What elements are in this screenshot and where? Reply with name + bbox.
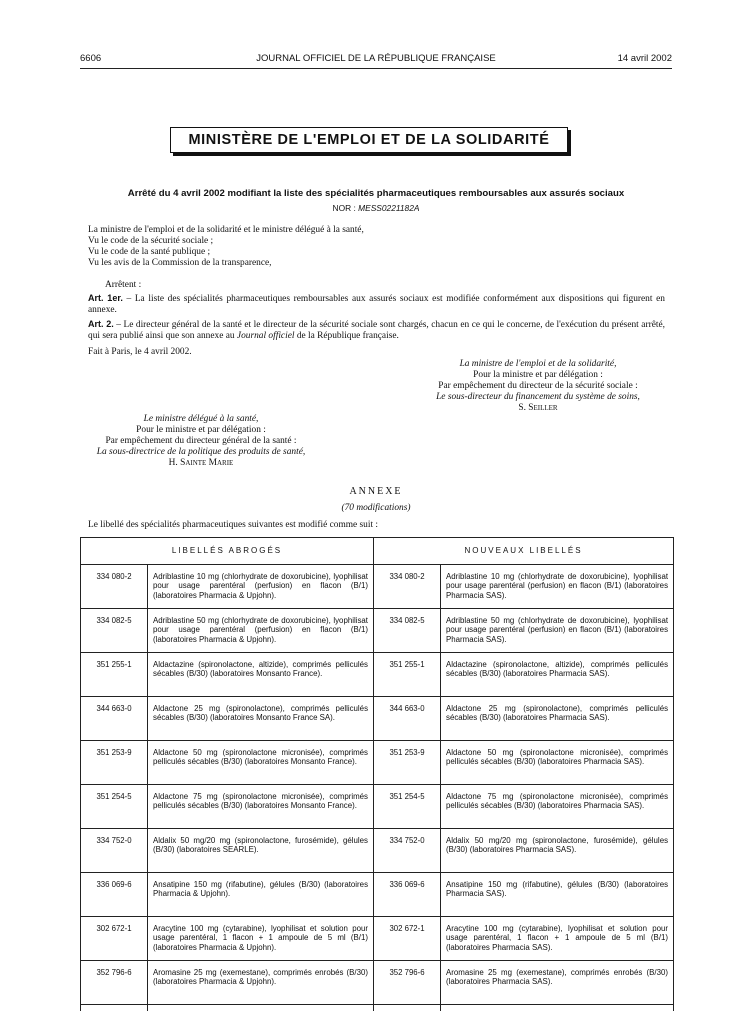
running-header bbox=[80, 53, 672, 67]
signatory-function: La sous-directrice de la politique des produits de santé, bbox=[60, 447, 342, 458]
modifications-table bbox=[80, 537, 674, 1011]
journal-name: JOURNAL OFFICIEL DE LA RÉPUBLIQUE FRANÇAISE bbox=[80, 53, 672, 64]
table-row bbox=[81, 961, 674, 1005]
table-row bbox=[81, 829, 674, 873]
annexe-count: (70 modifications) bbox=[80, 503, 672, 513]
table-row bbox=[81, 565, 674, 609]
old-cip-code: 351 254-5 bbox=[81, 785, 148, 829]
column-header-nouveaux: NOUVEAUX LIBELLÉS bbox=[374, 538, 674, 565]
article-1-text: – La liste des spécialités pharmaceutiques remboursables aux assurés sociaux est modifiée conformément aux dispositions qui figurent en annexe. bbox=[88, 294, 665, 315]
old-cip-code: 334 752-0 bbox=[81, 829, 148, 873]
fait-a-paris: Fait à Paris, le 4 avril 2002. bbox=[88, 347, 192, 358]
new-cip-code: 351 255-1 bbox=[374, 653, 441, 697]
signatory-title: La ministre de l'emploi et de la solidarité, bbox=[395, 359, 681, 370]
new-cip-code: 352 796-6 bbox=[374, 961, 441, 1005]
old-label: Adriblastine 10 mg (chlorhydrate de doxorubicine), lyophilisat pour usage parentéral (perfusion) en flacon (B/1) (laboratoires Pharmacia & Upjohn). bbox=[148, 565, 374, 609]
new-cip-code: 336 069-6 bbox=[374, 873, 441, 917]
new-cip-code: 351 253-9 bbox=[374, 741, 441, 785]
impediment-line: Par empêchement du directeur général de la santé : bbox=[60, 436, 342, 447]
new-label: Aldactone 75 mg (spironolactone micronisée), comprimés pelliculés sécables (B/30) (laboratoires Pharmacia SAS). bbox=[441, 785, 674, 829]
arretent: Arrêtent : bbox=[105, 280, 141, 291]
preamble-line: Vu les avis de la Commission de la transparence, bbox=[88, 258, 272, 269]
old-cip-code: 302 672-1 bbox=[81, 917, 148, 961]
old-cip-code: 351 255-1 bbox=[81, 653, 148, 697]
stub-cell bbox=[148, 1005, 374, 1011]
new-label: Adriblastine 10 mg (chlorhydrate de doxorubicine), lyophilisat pour usage parentéral (perfusion) en flacon (B/1) (laboratoires Pharmacia SAS). bbox=[441, 565, 674, 609]
table-row bbox=[81, 917, 674, 961]
article-2 bbox=[88, 319, 665, 341]
stub-cell bbox=[81, 1005, 148, 1011]
article-1-label: Art. 1er. bbox=[88, 293, 123, 303]
old-label: Aromasine 25 mg (exemestane), comprimés enrobés (B/30) (laboratoires Pharmacia & Upjohn). bbox=[148, 961, 374, 1005]
article-2-text-end: de la République française. bbox=[294, 331, 398, 341]
delegation-line: Pour le ministre et par délégation : bbox=[60, 425, 342, 436]
new-label: Aldalix 50 mg/20 mg (spironolactone, furosémide), gélules (B/30) (laboratoires Pharmacia SAS). bbox=[441, 829, 674, 873]
preamble-line: La ministre de l'emploi et de la solidarité et le ministre délégué à la santé, bbox=[88, 225, 364, 236]
signature-block-right bbox=[395, 359, 681, 414]
new-cip-code: 302 672-1 bbox=[374, 917, 441, 961]
old-label: Aldactazine (spironolactone, altizide), comprimés pelliculés sécables (B/30) (laboratoires Monsanto France). bbox=[148, 653, 374, 697]
preamble-line: Vu le code de la santé publique ; bbox=[88, 247, 210, 258]
new-label: Aldactone 50 mg (spironolactone micronisée), comprimés pelliculés sécables (B/30) (laboratoires Pharmacia SAS). bbox=[441, 741, 674, 785]
issue-date: 14 avril 2002 bbox=[618, 53, 672, 64]
stub-cell bbox=[441, 1005, 674, 1011]
nor-value: MESS0221182A bbox=[358, 203, 419, 213]
signatory-name: S. Seiller bbox=[395, 403, 681, 414]
signature-block-left bbox=[60, 414, 342, 469]
table-row bbox=[81, 697, 674, 741]
new-cip-code: 344 663-0 bbox=[374, 697, 441, 741]
decree-title: Arrêté du 4 avril 2002 modifiant la liste des spécialités pharmaceutiques remboursables aux assurés sociaux bbox=[80, 188, 672, 199]
table-row bbox=[81, 653, 674, 697]
new-cip-code: 351 254-5 bbox=[374, 785, 441, 829]
signatory-title: Le ministre délégué à la santé, bbox=[60, 414, 342, 425]
page-number: 6606 bbox=[80, 53, 101, 64]
nor-label: NOR : bbox=[333, 203, 356, 213]
new-label: Aldactazine (spironolactone, altizide), comprimés pelliculés sécables (B/30) (laboratoires Pharmacia SAS). bbox=[441, 653, 674, 697]
new-label: Aldactone 25 mg (spironolactone), comprimés pelliculés sécables (B/30) (laboratoires Pharmacia SAS). bbox=[441, 697, 674, 741]
journal-officiel-italic: Journal officiel bbox=[237, 331, 295, 341]
new-cip-code: 334 752-0 bbox=[374, 829, 441, 873]
new-label: Adriblastine 50 mg (chlorhydrate de doxorubicine), lyophilisat pour usage parentéral (perfusion) en flacon (B/1) (laboratoires Pharmacia SAS). bbox=[441, 609, 674, 653]
column-header-abroges: LIBELLÉS ABROGÉS bbox=[81, 538, 374, 565]
table-row bbox=[81, 741, 674, 785]
old-cip-code: 351 253-9 bbox=[81, 741, 148, 785]
table-row bbox=[81, 873, 674, 917]
old-label: Aldalix 50 mg/20 mg (spironolactone, furosémide), gélules (B/30) (laboratoires SEARLE). bbox=[148, 829, 374, 873]
signatory-name: H. Sainte Marie bbox=[60, 458, 342, 469]
header-rule bbox=[80, 68, 672, 69]
article-2-label: Art. 2. bbox=[88, 319, 114, 329]
old-label: Aldactone 75 mg (spironolactone micronisée), comprimés pelliculés sécables (B/30) (laboratoires Monsanto France). bbox=[148, 785, 374, 829]
old-label: Aldactone 50 mg (spironolactone micronisée), comprimés pelliculés sécables (B/30) (laboratoires Monsanto France). bbox=[148, 741, 374, 785]
annexe-intro: Le libellé des spécialités pharmaceutiques suivantes est modifié comme suit : bbox=[88, 520, 378, 530]
article-2-text: – Le directeur général de la santé et le directeur de la sécurité sociale sont chargés, chacun en ce qui le concerne, de l'exécution du présent arrêté, qui sera publié ainsi que son annexe au bbox=[88, 320, 665, 341]
old-label: Adriblastine 50 mg (chlorhydrate de doxorubicine), lyophilisat pour usage parentéral (perfusion) en flacon (B/1) (laboratoires Pharmacia & Upjohn). bbox=[148, 609, 374, 653]
stub-cell bbox=[374, 1005, 441, 1011]
delegation-line: Pour la ministre et par délégation : bbox=[395, 370, 681, 381]
impediment-line: Par empêchement du directeur de la sécurité sociale : bbox=[395, 381, 681, 392]
old-cip-code: 334 082-5 bbox=[81, 609, 148, 653]
old-label: Aldactone 25 mg (spironolactone), comprimés pelliculés sécables (B/30) (laboratoires Monsanto France SA). bbox=[148, 697, 374, 741]
old-cip-code: 336 069-6 bbox=[81, 873, 148, 917]
old-cip-code: 352 796-6 bbox=[81, 961, 148, 1005]
signatory-function: Le sous-directeur du financement du système de soins, bbox=[395, 392, 681, 403]
table-row bbox=[81, 609, 674, 653]
new-label: Ansatipine 150 mg (rifabutine), gélules (B/30) (laboratoires Pharmacia SAS). bbox=[441, 873, 674, 917]
old-label: Aracytine 100 mg (cytarabine), lyophilisat et solution pour usage parentéral, 1 flacon + 1 ampoule de 5 ml (B/1) (laboratoires Pharmacia & Upjohn). bbox=[148, 917, 374, 961]
new-label: Aracytine 100 mg (cytarabine), lyophilisat et solution pour usage parentéral, 1 flacon + 1 ampoule de 5 ml (B/1) (laboratoires Pharmacia SAS). bbox=[441, 917, 674, 961]
old-label: Ansatipine 150 mg (rifabutine), gélules (B/30) (laboratoires Pharmacia & Upjohn). bbox=[148, 873, 374, 917]
new-cip-code: 334 082-5 bbox=[374, 609, 441, 653]
old-cip-code: 334 080-2 bbox=[81, 565, 148, 609]
annexe-title: ANNEXE bbox=[80, 486, 672, 497]
table-row-continued bbox=[81, 1005, 674, 1011]
preamble-line: Vu le code de la sécurité sociale ; bbox=[88, 236, 213, 247]
article-1 bbox=[88, 293, 665, 315]
decree-nor bbox=[80, 203, 672, 213]
ministry-heading: MINISTÈRE DE L'EMPLOI ET DE LA SOLIDARITÉ bbox=[170, 127, 568, 153]
new-label: Aromasine 25 mg (exemestane), comprimés enrobés (B/30) (laboratoires Pharmacia SAS). bbox=[441, 961, 674, 1005]
new-cip-code: 334 080-2 bbox=[374, 565, 441, 609]
old-cip-code: 344 663-0 bbox=[81, 697, 148, 741]
table-row bbox=[81, 785, 674, 829]
